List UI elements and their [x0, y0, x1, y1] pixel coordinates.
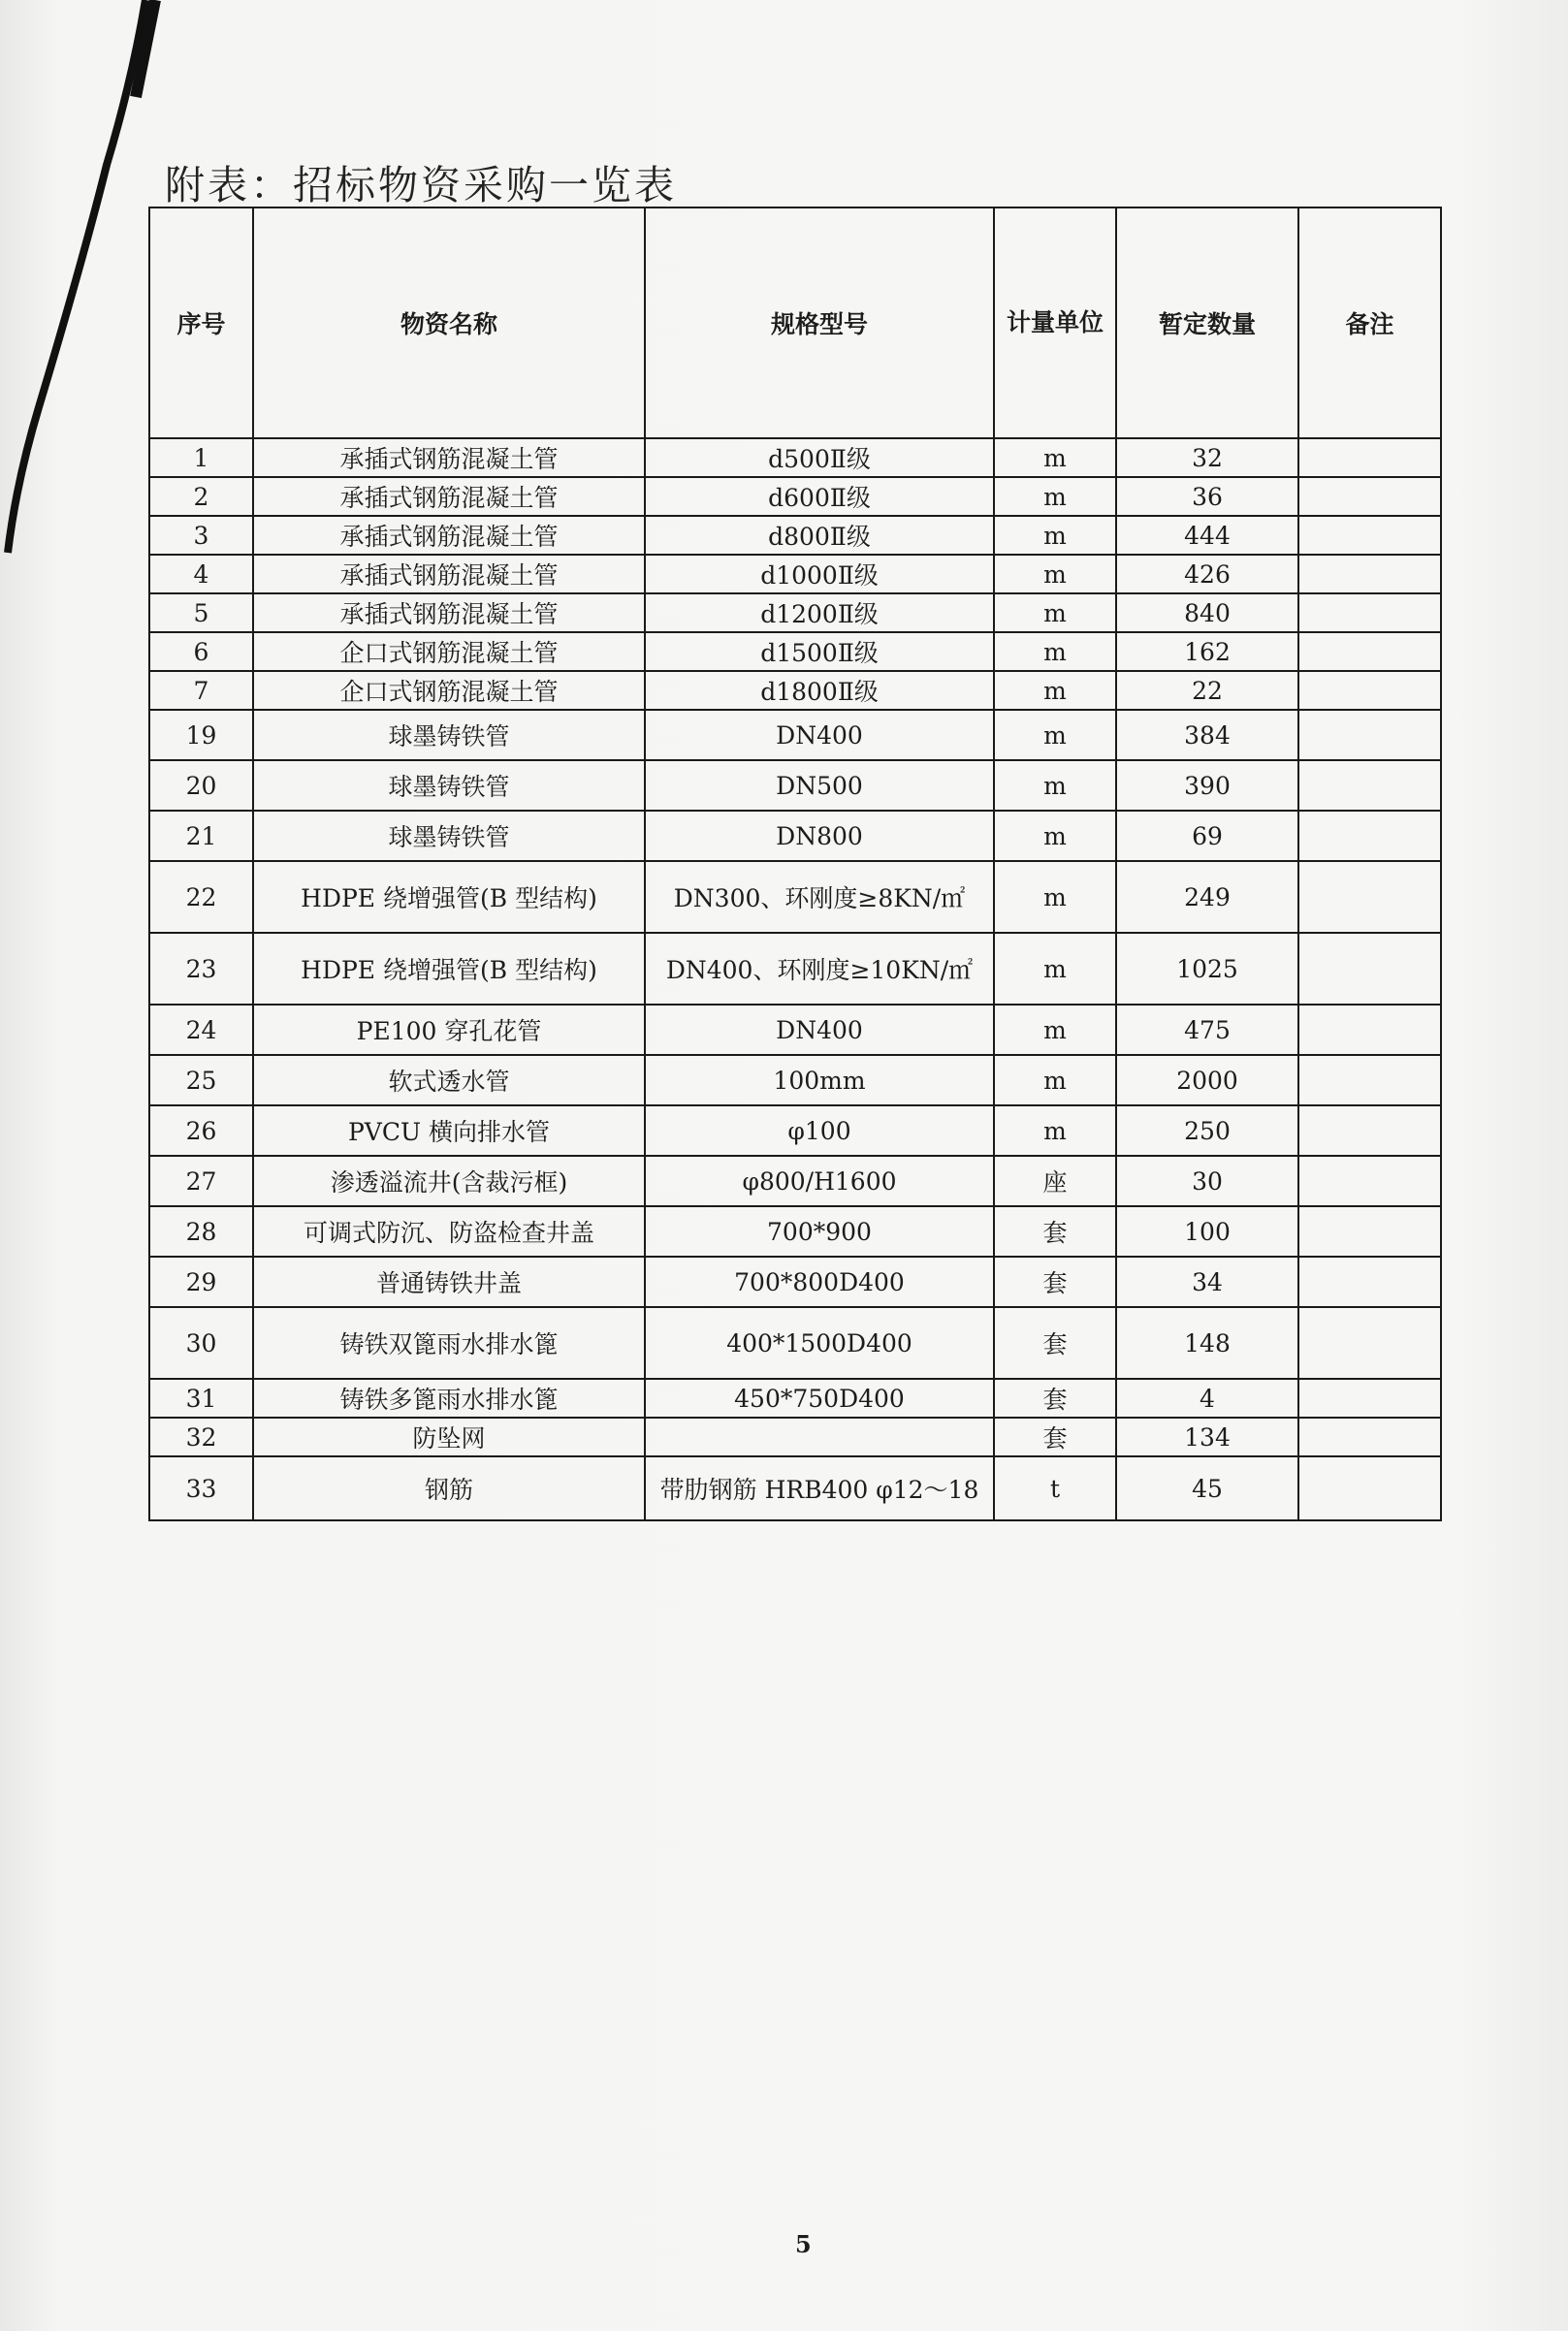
spec-cell: d500Ⅱ级 [645, 438, 994, 477]
quantity-cell: 249 [1116, 861, 1298, 933]
name-cell: 球墨铸铁管 [253, 710, 645, 760]
remark-cell [1298, 516, 1441, 555]
seq-cell: 29 [149, 1257, 253, 1307]
spec-cell: d1500Ⅱ级 [645, 632, 994, 671]
quantity-cell: 100 [1116, 1206, 1298, 1257]
spec-cell: 带肋钢筋 HRB400 φ12～18 [645, 1456, 994, 1520]
unit-cell: m [994, 811, 1116, 861]
quantity-cell: 1025 [1116, 933, 1298, 1005]
remark-cell [1298, 1055, 1441, 1105]
name-cell: PVCU 横向排水管 [253, 1105, 645, 1156]
table-row [149, 516, 1441, 555]
unit-cell: m [994, 1005, 1116, 1055]
unit-cell: m [994, 861, 1116, 933]
name-cell: 承插式钢筋混凝土管 [253, 555, 645, 593]
spec-cell: d1200Ⅱ级 [645, 593, 994, 632]
quantity-cell: 32 [1116, 438, 1298, 477]
name-cell: 可调式防沉、防盗检查井盖 [253, 1206, 645, 1257]
table-row [149, 933, 1441, 1005]
table-row [149, 1456, 1441, 1520]
spec-cell: DN800 [645, 811, 994, 861]
header-quantity: 暂定数量 [1116, 208, 1298, 438]
table-row [149, 1307, 1441, 1379]
seq-cell: 31 [149, 1379, 253, 1418]
unit-cell: m [994, 671, 1116, 710]
table-row [149, 1156, 1441, 1206]
quantity-cell: 36 [1116, 477, 1298, 516]
quantity-cell: 2000 [1116, 1055, 1298, 1105]
unit-cell: m [994, 760, 1116, 811]
name-cell: HDPE 绕增强管(B 型结构) [253, 861, 645, 933]
spec-cell: d800Ⅱ级 [645, 516, 994, 555]
seq-cell: 3 [149, 516, 253, 555]
seq-cell: 7 [149, 671, 253, 710]
remark-cell [1298, 1005, 1441, 1055]
page-title: 附表：招标物资采购一览表 [165, 162, 677, 208]
spec-cell: 700*900 [645, 1206, 994, 1257]
seq-cell: 27 [149, 1156, 253, 1206]
table-row [149, 811, 1441, 861]
seq-cell: 33 [149, 1456, 253, 1520]
quantity-cell: 444 [1116, 516, 1298, 555]
header-spec: 规格型号 [645, 208, 994, 438]
unit-cell: 套 [994, 1307, 1116, 1379]
quantity-cell: 162 [1116, 632, 1298, 671]
spec-cell [645, 1418, 994, 1456]
spec-cell: φ100 [645, 1105, 994, 1156]
unit-cell: m [994, 438, 1116, 477]
spec-cell: 400*1500D400 [645, 1307, 994, 1379]
unit-cell: m [994, 593, 1116, 632]
table-row [149, 555, 1441, 593]
spec-cell: d600Ⅱ级 [645, 477, 994, 516]
remark-cell [1298, 671, 1441, 710]
seq-cell: 2 [149, 477, 253, 516]
remark-cell [1298, 1379, 1441, 1418]
remark-cell [1298, 1257, 1441, 1307]
spec-cell: DN300、环刚度≥8KN/㎡ [645, 861, 994, 933]
table-row [149, 1105, 1441, 1156]
spec-cell: DN500 [645, 760, 994, 811]
table-row [149, 710, 1441, 760]
quantity-cell: 250 [1116, 1105, 1298, 1156]
quantity-cell: 475 [1116, 1005, 1298, 1055]
seq-cell: 6 [149, 632, 253, 671]
quantity-cell: 34 [1116, 1257, 1298, 1307]
table-row [149, 760, 1441, 811]
header-remark: 备注 [1298, 208, 1441, 438]
quantity-cell: 148 [1116, 1307, 1298, 1379]
seq-cell: 1 [149, 438, 253, 477]
name-cell: 防坠网 [253, 1418, 645, 1456]
remark-cell [1298, 1307, 1441, 1379]
table-row [149, 1257, 1441, 1307]
remark-cell [1298, 1156, 1441, 1206]
unit-cell: m [994, 710, 1116, 760]
remark-cell [1298, 811, 1441, 861]
seq-cell: 30 [149, 1307, 253, 1379]
name-cell: 渗透溢流井(含裁污框) [253, 1156, 645, 1206]
table-row [149, 861, 1441, 933]
spec-cell: DN400 [645, 1005, 994, 1055]
table-row [149, 632, 1441, 671]
spec-cell: DN400、环刚度≥10KN/㎡ [645, 933, 994, 1005]
table-header-row [149, 208, 1441, 438]
quantity-cell: 30 [1116, 1156, 1298, 1206]
seq-cell: 19 [149, 710, 253, 760]
remark-cell [1298, 555, 1441, 593]
table-body [149, 438, 1441, 1520]
seq-cell: 25 [149, 1055, 253, 1105]
unit-cell: m [994, 1105, 1116, 1156]
unit-cell: 套 [994, 1379, 1116, 1418]
unit-cell: m [994, 516, 1116, 555]
name-cell: 铸铁双篦雨水排水篦 [253, 1307, 645, 1379]
table-row [149, 438, 1441, 477]
table-row [149, 1418, 1441, 1456]
name-cell: 普通铸铁井盖 [253, 1257, 645, 1307]
table-row [149, 1379, 1441, 1418]
unit-cell: m [994, 477, 1116, 516]
name-cell: 承插式钢筋混凝土管 [253, 477, 645, 516]
header-name: 物资名称 [253, 208, 645, 438]
unit-cell: t [994, 1456, 1116, 1520]
unit-cell: 座 [994, 1156, 1116, 1206]
name-cell: PE100 穿孔花管 [253, 1005, 645, 1055]
seq-cell: 26 [149, 1105, 253, 1156]
quantity-cell: 840 [1116, 593, 1298, 632]
seq-cell: 22 [149, 861, 253, 933]
remark-cell [1298, 933, 1441, 1005]
remark-cell [1298, 760, 1441, 811]
unit-cell: m [994, 1055, 1116, 1105]
name-cell: 软式透水管 [253, 1055, 645, 1105]
table-row [149, 1206, 1441, 1257]
unit-cell: 套 [994, 1206, 1116, 1257]
quantity-cell: 384 [1116, 710, 1298, 760]
name-cell: HDPE 绕增强管(B 型结构) [253, 933, 645, 1005]
seq-cell: 28 [149, 1206, 253, 1257]
spec-cell: 450*750D400 [645, 1379, 994, 1418]
spec-cell: d1000Ⅱ级 [645, 555, 994, 593]
quantity-cell: 426 [1116, 555, 1298, 593]
table-row [149, 1055, 1441, 1105]
remark-cell [1298, 632, 1441, 671]
spec-cell: φ800/H1600 [645, 1156, 994, 1206]
seq-cell: 21 [149, 811, 253, 861]
remark-cell [1298, 710, 1441, 760]
seq-cell: 20 [149, 760, 253, 811]
page-number: 5 [795, 2230, 812, 2258]
unit-cell: m [994, 632, 1116, 671]
unit-cell: 套 [994, 1257, 1116, 1307]
remark-cell [1298, 477, 1441, 516]
spec-cell: DN400 [645, 710, 994, 760]
remark-cell [1298, 438, 1441, 477]
remark-cell [1298, 593, 1441, 632]
table-row [149, 477, 1441, 516]
remark-cell [1298, 1105, 1441, 1156]
header-seq: 序号 [149, 208, 253, 438]
name-cell: 承插式钢筋混凝土管 [253, 593, 645, 632]
spec-cell: 100mm [645, 1055, 994, 1105]
header-unit: 计量单位 [994, 208, 1116, 438]
name-cell: 铸铁多篦雨水排水篦 [253, 1379, 645, 1418]
quantity-cell: 69 [1116, 811, 1298, 861]
spec-cell: 700*800D400 [645, 1257, 994, 1307]
procurement-table [148, 207, 1442, 1521]
name-cell: 球墨铸铁管 [253, 760, 645, 811]
table-row [149, 671, 1441, 710]
unit-cell: m [994, 555, 1116, 593]
name-cell: 球墨铸铁管 [253, 811, 645, 861]
name-cell: 钢筋 [253, 1456, 645, 1520]
remark-cell [1298, 1456, 1441, 1520]
remark-cell [1298, 1206, 1441, 1257]
remark-cell [1298, 1418, 1441, 1456]
table-row [149, 1005, 1441, 1055]
seq-cell: 4 [149, 555, 253, 593]
seq-cell: 24 [149, 1005, 253, 1055]
spec-cell: d1800Ⅱ级 [645, 671, 994, 710]
name-cell: 企口式钢筋混凝土管 [253, 632, 645, 671]
name-cell: 承插式钢筋混凝土管 [253, 438, 645, 477]
table-row [149, 593, 1441, 632]
name-cell: 承插式钢筋混凝土管 [253, 516, 645, 555]
remark-cell [1298, 861, 1441, 933]
unit-cell: m [994, 933, 1116, 1005]
name-cell: 企口式钢筋混凝土管 [253, 671, 645, 710]
quantity-cell: 22 [1116, 671, 1298, 710]
quantity-cell: 134 [1116, 1418, 1298, 1456]
seq-cell: 5 [149, 593, 253, 632]
seq-cell: 32 [149, 1418, 253, 1456]
quantity-cell: 4 [1116, 1379, 1298, 1418]
quantity-cell: 390 [1116, 760, 1298, 811]
quantity-cell: 45 [1116, 1456, 1298, 1520]
unit-cell: 套 [994, 1418, 1116, 1456]
seq-cell: 23 [149, 933, 253, 1005]
